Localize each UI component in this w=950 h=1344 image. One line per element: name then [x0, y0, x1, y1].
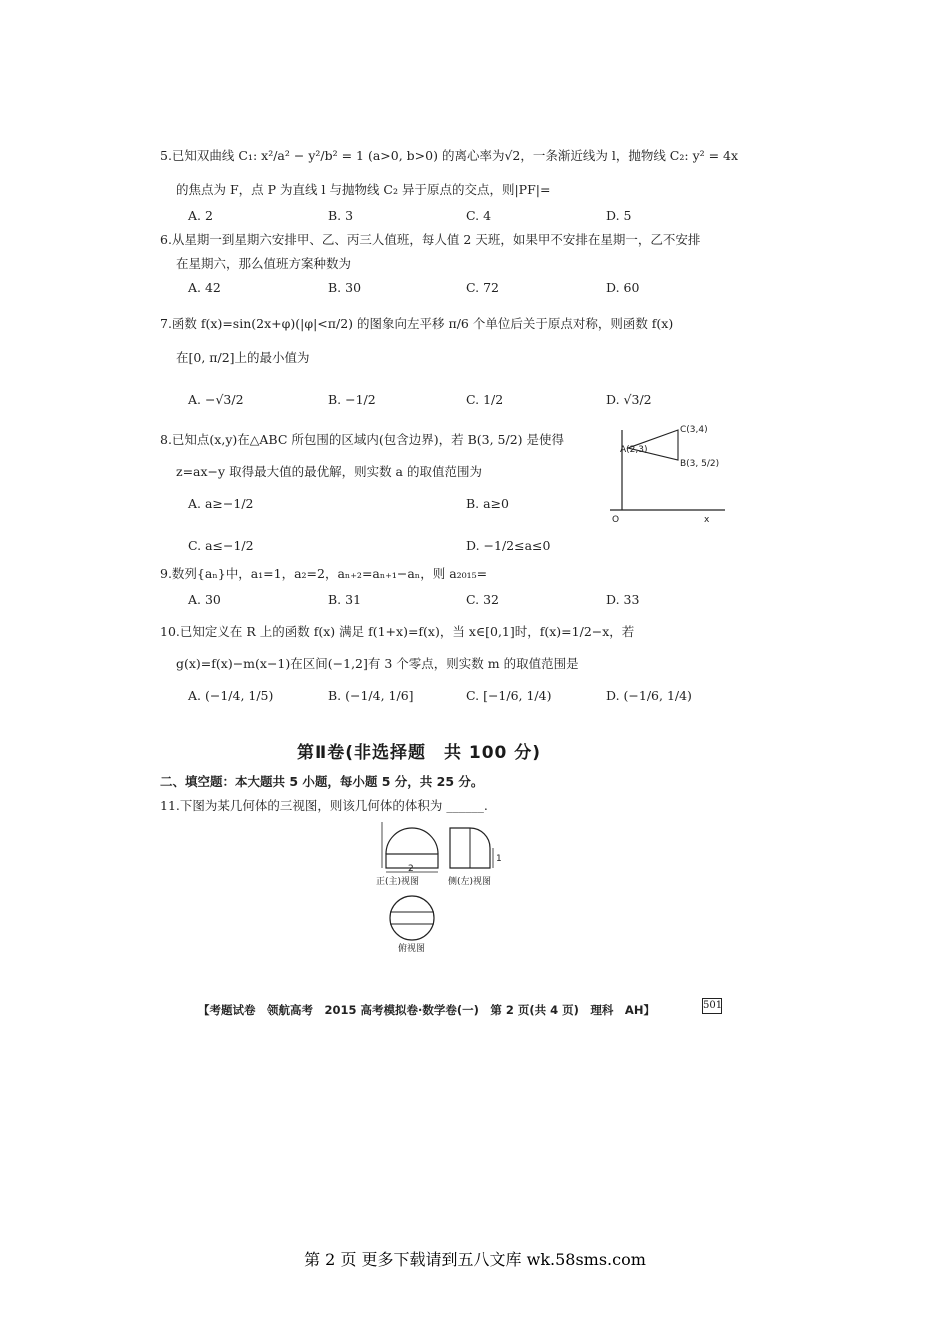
- q10-option-d: D. (−1/6, 1/4): [606, 688, 692, 703]
- q6-option-c: C. 72: [466, 280, 499, 295]
- q8-option-b: B. a≥0: [466, 496, 510, 511]
- q7-option-b: B. −1/2: [328, 392, 376, 407]
- q8-line1: 8.已知点(x,y)在△ABC 所包围的区域内(包含边界)，若 B(3, 5/2) 是使得: [160, 432, 565, 447]
- q10-option-b: B. (−1/4, 1/6]: [328, 688, 414, 703]
- q7-line2: 在[0, π/2]上的最小值为: [176, 350, 310, 365]
- q6-option-b: B. 30: [328, 280, 362, 295]
- q8-label-a: A(2,3): [620, 445, 648, 455]
- q10-line2: g(x)=f(x)−m(x−1)在区间(−1,2]有 3 个零点，则实数 m 的取值范围是: [176, 656, 579, 671]
- q7-option-c: C. 1/2: [466, 392, 504, 407]
- q9-line1: 9.数列{aₙ}中，a₁=1，a₂=2，aₙ₊₂=aₙ₊₁−aₙ，则 a₂₀₁₅=: [160, 566, 488, 581]
- q11-three-view-figure: [372, 814, 522, 954]
- top-view-label: 俯视图: [398, 944, 426, 954]
- q8-label-origin: O: [612, 515, 620, 525]
- q8-label-b: B(3, 5/2): [680, 459, 720, 469]
- q9-option-a: A. 30: [188, 592, 221, 607]
- q10-line1: 10.已知定义在 R 上的函数 f(x) 满足 f(1+x)=f(x)，当 x∈[0,1]时，f(x)=1/2−x，若: [160, 624, 635, 639]
- q8-option-c: C. a≤−1/2: [188, 538, 254, 553]
- download-banner: 第 2 页 更多下载请到五八文库 wk.58sms.com: [304, 1250, 646, 1269]
- q9-option-d: D. 33: [606, 592, 640, 607]
- side-dim-1: 1: [496, 854, 502, 864]
- q8-region-figure: [600, 420, 730, 530]
- q10-option-c: C. [−1/6, 1/4): [466, 688, 552, 703]
- q5-option-b: B. 3: [328, 208, 354, 223]
- q8-option-a: A. a≥−1/2: [188, 496, 254, 511]
- section-2-title: 第Ⅱ卷(非选择题 共 100 分): [297, 743, 542, 763]
- q5-option-d: D. 5: [606, 208, 632, 223]
- side-view-label: 侧(左)视图: [448, 877, 492, 887]
- q6-line1: 6.从星期一到星期六安排甲、乙、丙三人值班，每人值 2 天班，如果甲不安排在星期一，乙不安排: [160, 232, 701, 247]
- q5-line1: 5.已知双曲线 C₁: x²/a² − y²/b² = 1 (a>0, b>0) 的离心率为√2，一条渐近线为 l，抛物线 C₂: y² = 4x: [160, 148, 739, 163]
- section-2-instruction: 二、填空题：本大题共 5 小题，每小题 5 分，共 25 分。: [160, 774, 484, 789]
- q6-line2: 在星期六，那么值班方案种数为: [176, 256, 352, 271]
- q7-option-d: D. √3/2: [606, 392, 652, 407]
- exam-footer: 【考题试卷 领航高考 2015 高考模拟卷·数学卷(一) 第 2 页(共 4 页) 理科 AH】: [198, 1003, 655, 1017]
- q8-option-d: D. −1/2≤a≤0: [466, 538, 551, 553]
- q8-label-x: x: [704, 515, 710, 525]
- q8-label-c: C(3,4): [680, 425, 708, 435]
- q5-line2: 的焦点为 F，点 P 为直线 l 与抛物线 C₂ 异于原点的交点，则|PF|=: [176, 182, 551, 197]
- footer-code: 501: [702, 998, 722, 1014]
- q11-line1: 11.下图为某几何体的三视图，则该几何体的体积为 ______.: [160, 798, 488, 813]
- q5-option-a: A. 2: [188, 208, 213, 223]
- q9-option-b: B. 31: [328, 592, 362, 607]
- q8-line2: z=ax−y 取得最大值的最优解，则实数 a 的取值范围为: [176, 464, 482, 479]
- q6-option-a: A. 42: [188, 280, 221, 295]
- q5-option-c: C. 4: [466, 208, 492, 223]
- front-view-label: 正(主)视图: [376, 877, 420, 887]
- front-dim-2: 2: [408, 864, 414, 874]
- q7-line1: 7.函数 f(x)=sin(2x+φ)(|φ|<π/2) 的图象向左平移 π/6 个单位后关于原点对称，则函数 f(x): [160, 316, 674, 331]
- q9-option-c: C. 32: [466, 592, 499, 607]
- q10-option-a: A. (−1/4, 1/5): [188, 688, 274, 703]
- q7-option-a: A. −√3/2: [188, 392, 244, 407]
- q6-option-d: D. 60: [606, 280, 640, 295]
